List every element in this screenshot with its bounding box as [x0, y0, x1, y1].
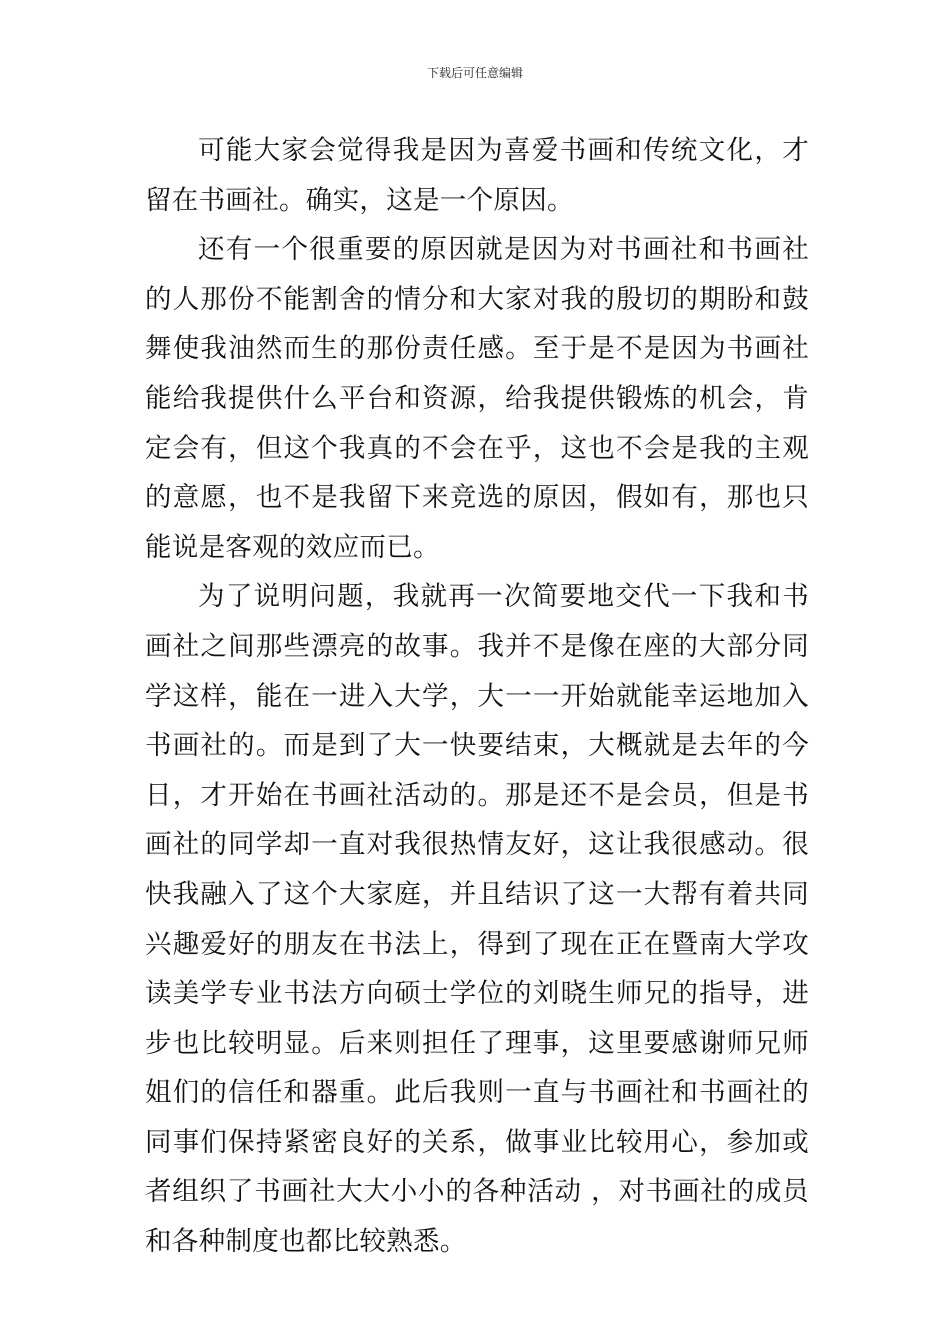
paragraph-1: 可能大家会觉得我是因为喜爱书画和传统文化，才留在书画社。确实，这是一个原因。 — [145, 135, 809, 216]
page-header: 下载后可任意编辑 — [426, 66, 523, 80]
paragraph-2: 还有一个很重要的原因就是因为对书画社和书画社的人那份不能割舍的情分和大家对我的殷切的期盼和鼓舞使我油然而生的那份责任感。至于是不是因为书画社能给我提供什么平台和资源，给我提供锻炼的机会，肯定会有，但这个我真的不会在乎，这也不会是我的主观的意愿，也不是我留下来竞选的原因，假如有，那也只能说是客观的效应而已。 — [145, 234, 809, 563]
document-body — [145, 126, 809, 1267]
paragraph-3: 为了说明问题，我就再一次简要地交代一下我和书画社之间那些漂亮的故事。我并不是像在座的大部分同学这样，能在一进入大学，大一一开始就能幸运地加入书画社的。而是到了大一快要结束，大概就是去年的今日，才开始在书画社活动的。那是还不是会员，但是书画社的同学却一直对我很热情友好，这让我很感动。很快我融入了这个大家庭，并且结识了这一大帮有着共同兴趣爱好的朋友在书法上，得到了现在正在暨南大学攻读美学专业书法方向硕士学位的刘晓生师兄的指导，进步也比较明显。后来则担任了理事，这里要感谢师兄师姐们的信任和器重。此后我则一直与书画社和书画社的同事们保持紧密良好的关系，做事业比较用心，参加或者组织了书画社大大小小的各种活动 ，对书画社的成员和各种制度也都比较熟悉。 — [145, 581, 809, 1258]
